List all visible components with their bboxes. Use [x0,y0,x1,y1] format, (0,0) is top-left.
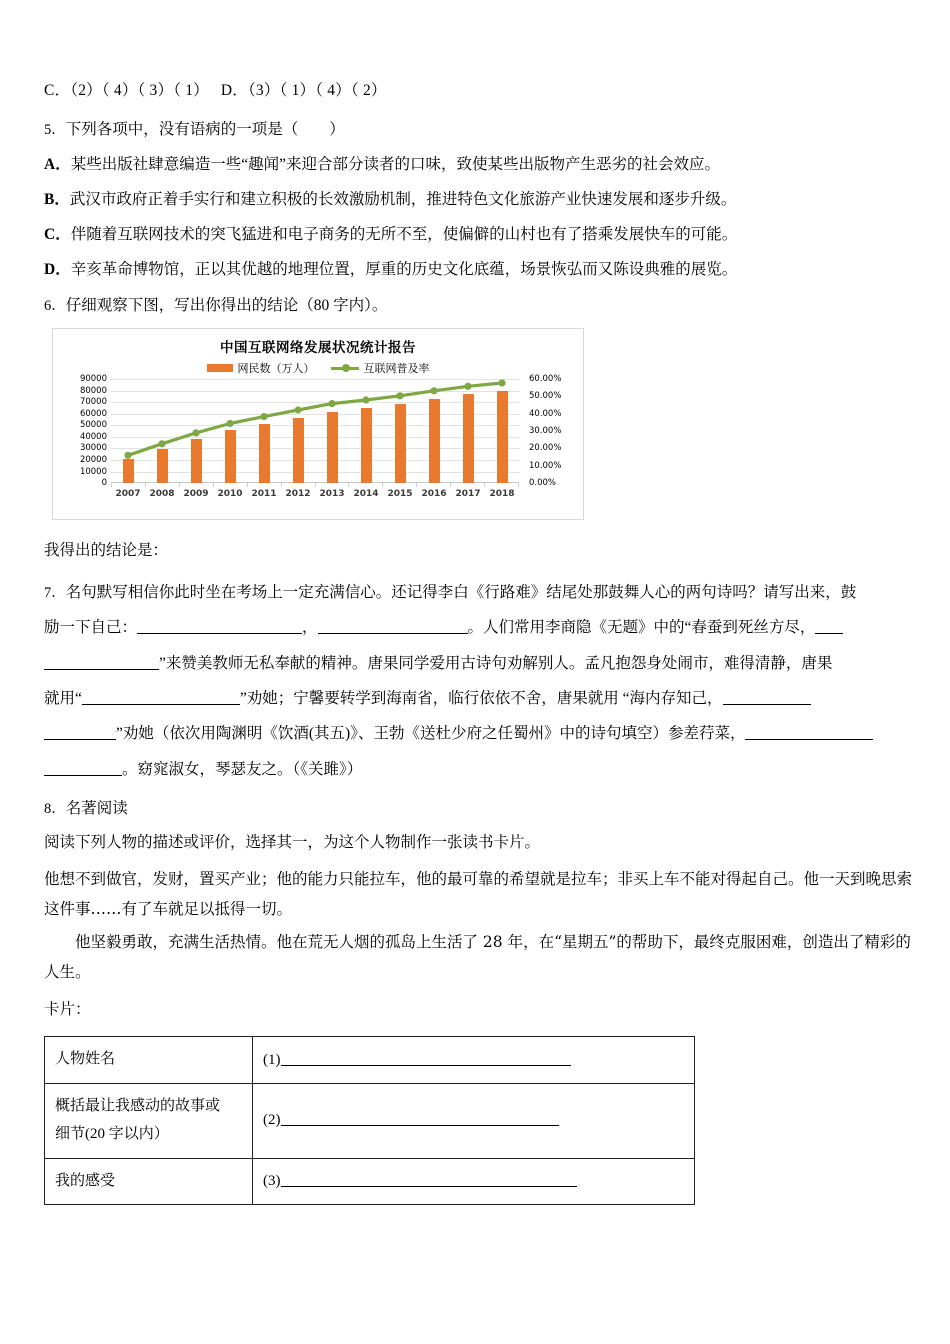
x-axis-tick-label: 2015 [387,489,413,500]
q8-passage-2: 他坚毅勇敢，充满生活热情。他在荒无人烟的孤岛上生活了 28 年，在“星期五”的帮助下，最终克服困难，创造出了精彩的人生。 [44,933,911,981]
x-axis-tick-label: 2010 [217,489,243,500]
q7-line6 [44,755,916,784]
q7-line3-text: ”来赞美教师无私奉献的精神。唐果同学爱用古诗句劝解别人。孟凡抱怨身处闹市，难得清静，唐果 [159,654,833,672]
y-right-tick: 0.00% [529,478,557,489]
line-data-point [498,380,505,387]
q7-blank-6a[interactable] [745,739,873,740]
y-right-tick: 40.00% [529,408,562,419]
q7-line2 [44,613,916,642]
y-left-tick: 0 [101,478,107,489]
q5-option-b-text: 武汉市政府正着手实行和建立积极的长效激励机制，推进特色文化旅游产业快速发展和逐步升级。 [69,191,737,209]
x-axis-tick-label: 2017 [455,489,481,500]
card-row-value-feeling[interactable] [253,1158,695,1205]
legend-bar-swatch-icon [207,364,233,372]
q5-option-d-text: 辛亥革命博物馆，正以其优越的地理位置，厚重的历史文化底蕴，场景恢弘而又陈设典雅的展览。 [70,261,738,279]
legend-item-bar [207,360,315,376]
reading-card-table [44,1036,695,1205]
y-right-tick: 50.00% [529,391,562,402]
table-row [45,1158,695,1205]
x-axis-tick-label: 2012 [285,489,311,500]
q5-option-b-tag: B． [44,191,70,209]
line-data-point [396,392,403,399]
q5-option-c [44,222,916,244]
card-row-value-story[interactable] [253,1084,695,1159]
q5-option-d [44,257,916,279]
q8-card-label: 卡片： [44,1001,91,1019]
chart-title: 中国互联网络发展状况统计报告 [220,340,416,357]
line-data-point [294,407,301,414]
x-axis-tick-label: 2008 [149,489,175,500]
card-value-marker-3: (3) [263,1173,281,1190]
table-row [45,1037,695,1084]
x-axis-tickmarks [111,483,519,487]
y-right-tick: 20.00% [529,443,562,454]
q7-blank-5b[interactable] [44,739,116,740]
card-blank-3[interactable] [281,1186,577,1187]
y-left-tick: 30000 [79,443,107,454]
y-left-tick: 40000 [79,431,107,442]
card-row-label-feeling: 我的感受 [45,1158,253,1205]
legend-bar-label: 网民数（万人） [237,362,315,376]
y-left-tick: 10000 [79,466,107,477]
line-data-point [124,452,131,459]
q7-line2-a: 励一下自己： [44,619,138,637]
card-row-label-story [45,1084,253,1159]
q7-line2-b: ， [302,619,318,637]
y-left-tick: 20000 [79,454,107,465]
q8-number: 8． [44,801,66,818]
q7-blank-6b[interactable] [44,775,122,776]
x-axis-labels [111,489,519,499]
card-label-story-line2: 细节(20 字以内） [55,1125,169,1142]
q6-stem-text: 仔细观察下图，写出你得出的结论（80 字内）。 [65,297,388,315]
q7-blank-4[interactable] [82,704,240,705]
y-axis-right-labels [523,374,569,489]
y-right-tick: 60.00% [529,374,562,385]
q7-blank-5a[interactable] [723,704,811,705]
chart-legend [53,360,583,376]
line-data-point [226,420,233,427]
q5-number: 5． [44,122,66,139]
card-blank-1[interactable] [281,1065,571,1066]
chart-plot-area [53,374,585,519]
card-value-marker-2: (2) [263,1112,281,1129]
x-axis-tick-label: 2013 [319,489,345,500]
table-row [45,1084,695,1159]
q8-title: 名著阅读 [65,800,128,818]
line-data-point [158,440,165,447]
q8-passage-1: 他想不到做官，发财，置买产业；他的能力只能拉车，他的最可靠的希望就是拉车；非买上车不能对得起自己。他一天到晚思索这件事……有了车就足以抵得一切。 [44,870,913,918]
line-data-point [328,400,335,407]
y-right-tick: 10.00% [529,460,562,471]
q7-line1-text: 名句默写相信你此时坐在考场上一定充满信心。还记得李白《行路难》结尾处那鼓舞人心的两句诗吗？请写出来，鼓 [65,583,857,601]
q6-stem [44,293,916,315]
y-left-tick: 60000 [79,408,107,419]
q5-option-d-tag: D． [44,261,71,279]
q5-option-a [44,152,916,174]
x-axis-tick-label: 2007 [115,489,141,500]
legend-item-line [331,360,430,376]
x-axis-tick-label: 2014 [353,489,379,500]
x-axis-tick-label: 2009 [183,489,209,500]
q7-line1 [44,578,916,608]
q7-line4-b: ”劝她；宁馨要转学到海南省，临行依依不舍，唐果就用 “海内存知己， [239,689,723,707]
q5-option-c-text: 伴随着互联网技术的突飞猛进和电子商务的无所不至，使偏僻的山村也有了搭乘发展快车的可能。 [70,226,738,244]
q7-line4-a: 就用“ [44,689,82,707]
q7-blank-3b[interactable] [44,669,159,670]
q7-line5 [44,719,916,748]
q7-number: 7． [44,584,66,601]
q7-line4 [44,684,916,713]
y-left-tick: 90000 [79,374,107,385]
q5-option-a-tag: A． [44,156,71,174]
line-data-point [260,413,267,420]
q5-option-c-tag: C． [44,226,71,244]
q8-title-line [44,794,916,824]
q7-line3 [44,649,916,678]
q5-option-a-text: 某些出版社肆意编造一些“趣闻”来迎合部分读者的口味，致使某些出版物产生恶劣的社会效应。 [70,156,720,174]
q7-line5-text: ”劝她（依次用陶渊明《饮酒(其五)》、王勃《送杜少府之任蜀州》中的诗句填空）参差荇菜， [116,725,746,743]
x-axis-tick-label: 2018 [489,489,515,500]
q7-line2-c: 。人们常用李商隐《无题》中的“春蚕到死丝方尽， [467,619,816,637]
q6-answer-prompt: 我得出的结论是： [44,542,169,560]
x-axis-tick-label: 2011 [251,489,277,500]
q7-blank-1[interactable] [137,633,302,634]
q5-option-b [44,187,916,209]
q7-line6-text: 。窈窕淑女，琴瑟友之。（《关雎》） [122,760,363,778]
line-data-point [192,429,199,436]
q5-stem [44,117,916,139]
card-value-marker-1: (1) [263,1051,281,1068]
y-left-tick: 50000 [79,420,107,431]
card-blank-2[interactable] [281,1125,559,1126]
y-left-tick: 70000 [79,397,107,408]
x-axis-tick-label: 2016 [421,489,447,500]
q4-options-line: C．（2）（ 4）（ 3）（ 1） D．（3）（ 1）（ 4）（ 2） [44,82,387,99]
card-row-label-name: 人物姓名 [45,1037,253,1084]
line-data-point [362,397,369,404]
q7-blank-2[interactable] [318,633,468,634]
penetration-rate-line [111,379,519,483]
y-axis-left-labels [61,374,107,489]
y-left-tick: 80000 [79,385,107,396]
internet-statistics-chart [52,328,584,520]
line-data-point [430,387,437,394]
legend-line-swatch-icon [331,364,359,373]
q7-blank-3a[interactable] [815,633,843,634]
y-right-tick: 30.00% [529,426,562,437]
card-row-value-name[interactable] [253,1037,695,1084]
legend-line-label: 互联网普及率 [363,362,430,376]
q8-instruction: 阅读下列人物的描述或评价，选择其一，为这个人物制作一张读书卡片。 [44,833,541,851]
q6-number: 6． [44,298,66,315]
line-data-point [464,383,471,390]
card-label-story-line1: 概括最让我感动的故事或 [55,1098,221,1115]
q5-stem-text: 下列各项中，没有语病的一项是（ ） [65,121,345,139]
